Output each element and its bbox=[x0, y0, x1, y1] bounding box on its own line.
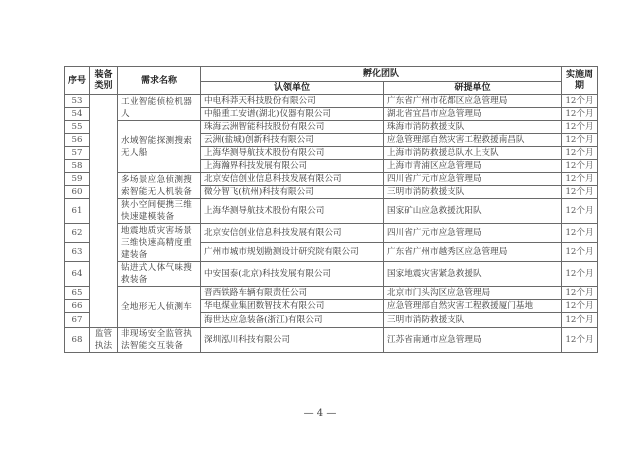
table-row bbox=[65, 173, 598, 186]
claim-unit-cell: 北京安信创业信息科技发展有限公司 bbox=[201, 173, 384, 186]
seq-cell: 60 bbox=[65, 186, 90, 199]
seq-cell: 67 bbox=[65, 313, 90, 328]
propose-unit-cell: 湖北省宜昌市应急管理局 bbox=[384, 108, 562, 121]
table-row bbox=[65, 262, 598, 287]
propose-unit-cell: 江苏省南通市应急管理局 bbox=[384, 328, 562, 353]
period-cell: 12个月 bbox=[562, 287, 598, 300]
claim-unit-cell: 中船重工安谱(湖北)仪器有限公司 bbox=[201, 108, 384, 121]
period-cell: 12个月 bbox=[562, 173, 598, 186]
period-cell: 12个月 bbox=[562, 186, 598, 199]
propose-unit-cell: 应急管理部自然灾害工程救援南昌队 bbox=[384, 134, 562, 147]
seq-cell: 53 bbox=[65, 95, 90, 108]
seq-cell: 54 bbox=[65, 108, 90, 121]
propose-unit-cell: 北京市门头沟区应急管理局 bbox=[384, 287, 562, 300]
claim-unit-cell: 北京安信创业信息科技发展有限公司 bbox=[201, 224, 384, 243]
table-row bbox=[65, 328, 598, 353]
propose-unit-cell: 三明市消防救援支队 bbox=[384, 313, 562, 328]
claim-unit-cell: 海世达应急装备(浙江)有限公司 bbox=[201, 313, 384, 328]
propose-unit-cell: 上海市消防救援总队水上支队 bbox=[384, 147, 562, 160]
propose-unit-cell: 国家矿山应急救援沈阳队 bbox=[384, 199, 562, 224]
seq-cell: 65 bbox=[65, 287, 90, 300]
seq-cell: 68 bbox=[65, 328, 90, 353]
period-cell: 12个月 bbox=[562, 328, 598, 353]
table-row bbox=[65, 287, 598, 300]
seq-cell: 61 bbox=[65, 199, 90, 224]
table-row bbox=[65, 199, 598, 224]
claim-unit-cell: 晋西铁路车辆有限责任公司 bbox=[201, 287, 384, 300]
period-cell: 12个月 bbox=[562, 199, 598, 224]
table-row bbox=[65, 95, 598, 108]
period-cell: 12个月 bbox=[562, 95, 598, 108]
seq-cell: 64 bbox=[65, 262, 90, 287]
period-cell: 12个月 bbox=[562, 224, 598, 243]
header-incubation-team: 孵化团队 bbox=[201, 67, 562, 82]
seq-cell: 56 bbox=[65, 134, 90, 147]
period-cell: 12个月 bbox=[562, 134, 598, 147]
claim-unit-cell: 云洲(盐城)创新科技有限公司 bbox=[201, 134, 384, 147]
page-number: — 4 — bbox=[303, 408, 337, 419]
incubation-table bbox=[64, 66, 598, 353]
seq-cell: 58 bbox=[65, 160, 90, 173]
seq-cell: 62 bbox=[65, 224, 90, 243]
header-seq: 序号 bbox=[65, 67, 90, 95]
demand-cell: 多场景应急侦测搜索智能无人机装备 bbox=[118, 173, 201, 199]
period-cell: 12个月 bbox=[562, 300, 598, 313]
seq-cell: 66 bbox=[65, 300, 90, 313]
category-cell: 监管执法 bbox=[90, 328, 118, 353]
demand-cell: 全地形无人侦测车 bbox=[118, 287, 201, 328]
seq-cell: 59 bbox=[65, 173, 90, 186]
claim-unit-cell: 中安国泰(北京)科技发展有限公司 bbox=[201, 262, 384, 287]
propose-unit-cell: 广东省广州市花都区应急管理局 bbox=[384, 95, 562, 108]
claim-unit-cell: 深圳泓川科技有限公司 bbox=[201, 328, 384, 353]
header-propose-unit: 研提单位 bbox=[384, 82, 562, 95]
demand-cell: 钻进式人体气味搜救装备 bbox=[118, 262, 201, 287]
period-cell: 12个月 bbox=[562, 160, 598, 173]
demand-cell: 工业智能侦检机器人 bbox=[118, 95, 201, 121]
table-row bbox=[65, 121, 598, 134]
claim-unit-cell: 华电煤业集团数智技术有限公司 bbox=[201, 300, 384, 313]
demand-cell: 地震地质灾害场景三维快速高精度重建装备 bbox=[118, 224, 201, 262]
claim-unit-cell: 上海瀚界科技发展有限公司 bbox=[201, 160, 384, 173]
period-cell: 12个月 bbox=[562, 121, 598, 134]
propose-unit-cell: 上海市青浦区应急管理局 bbox=[384, 160, 562, 173]
seq-cell: 55 bbox=[65, 121, 90, 134]
seq-cell: 57 bbox=[65, 147, 90, 160]
propose-unit-cell: 四川省广元市应急管理局 bbox=[384, 173, 562, 186]
claim-unit-cell: 广州市城市规划勘测设计研究院有限公司 bbox=[201, 243, 384, 262]
period-cell: 12个月 bbox=[562, 147, 598, 160]
propose-unit-cell: 国家地震灾害紧急救援队 bbox=[384, 262, 562, 287]
period-cell: 12个月 bbox=[562, 108, 598, 121]
propose-unit-cell: 应急管理部自然灾害工程救援厦门基地 bbox=[384, 300, 562, 313]
propose-unit-cell: 广东省广州市越秀区应急管理局 bbox=[384, 243, 562, 262]
header-claim-unit: 认领单位 bbox=[201, 82, 384, 95]
claim-unit-cell: 微分智飞(杭州)科技有限公司 bbox=[201, 186, 384, 199]
claim-unit-cell: 中电科莽天科技股份有限公司 bbox=[201, 95, 384, 108]
period-cell: 12个月 bbox=[562, 243, 598, 262]
demand-cell: 狭小空间便携三维快速建模装备 bbox=[118, 199, 201, 224]
period-cell: 12个月 bbox=[562, 262, 598, 287]
propose-unit-cell: 三明市消防救援支队 bbox=[384, 186, 562, 199]
header-period: 实施周期 bbox=[562, 67, 598, 95]
claim-unit-cell: 上海华测导航技术股份有限公司 bbox=[201, 147, 384, 160]
claim-unit-cell: 珠海云洲智能科技股份有限公司 bbox=[201, 121, 384, 134]
seq-cell: 63 bbox=[65, 243, 90, 262]
header-demand: 需求名称 bbox=[118, 67, 201, 95]
demand-cell: 水域智能探测搜索无人船 bbox=[118, 121, 201, 173]
table-row bbox=[65, 224, 598, 243]
period-cell: 12个月 bbox=[562, 313, 598, 328]
propose-unit-cell: 珠海市消防救援支队 bbox=[384, 121, 562, 134]
header-category: 装备类别 bbox=[90, 67, 118, 95]
demand-cell: 非现场安全监管执法智能交互装备 bbox=[118, 328, 201, 353]
category-cell bbox=[90, 95, 118, 328]
propose-unit-cell: 四川省广元市应急管理局 bbox=[384, 224, 562, 243]
claim-unit-cell: 上海华测导航技术股份有限公司 bbox=[201, 199, 384, 224]
